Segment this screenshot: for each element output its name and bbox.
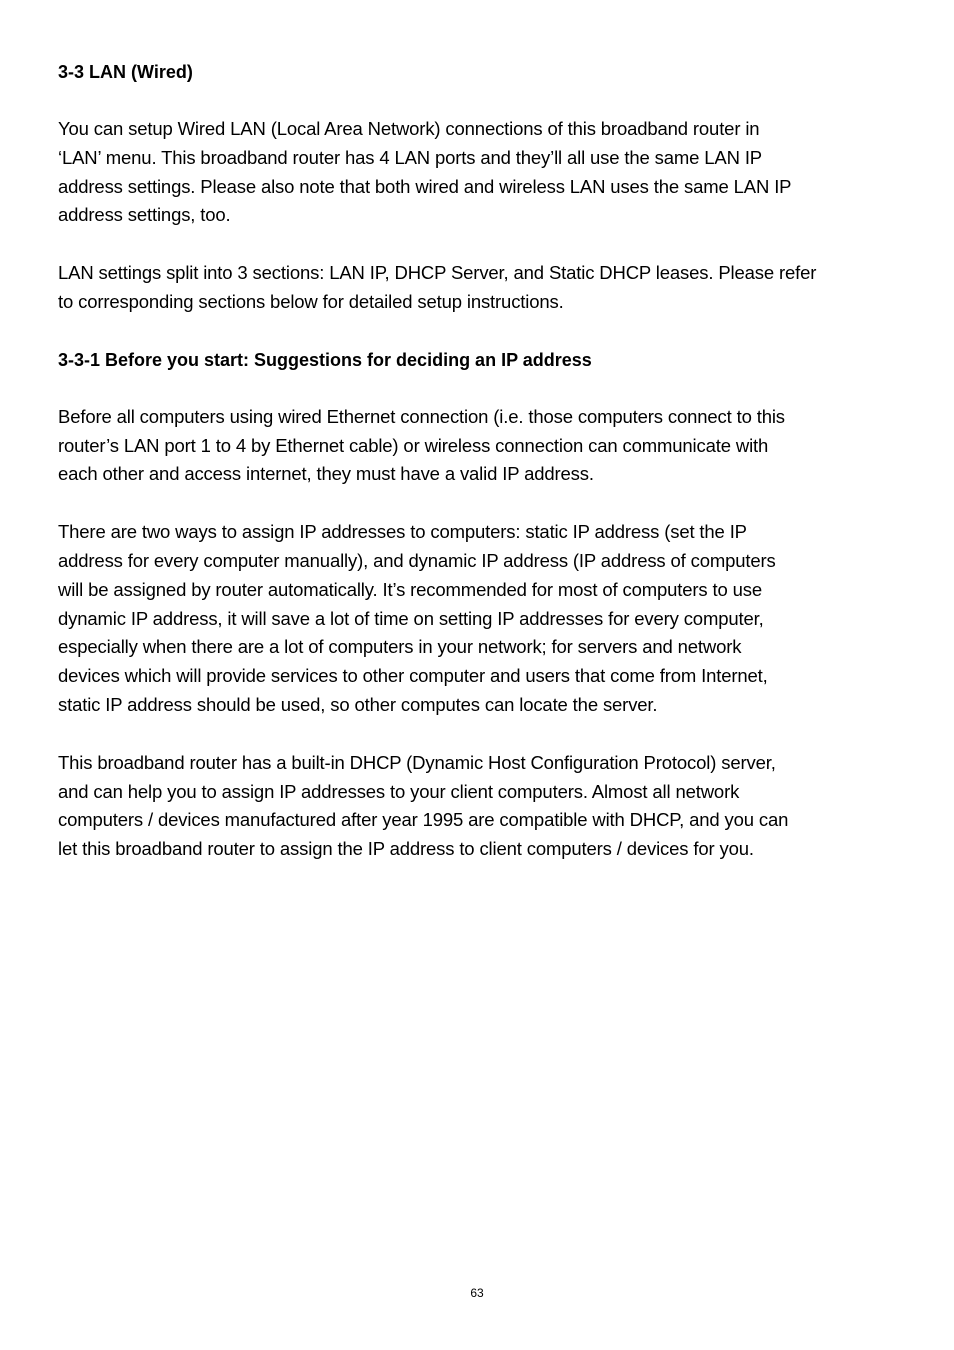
paragraph-line: to corresponding sections below for detailed setup instructions. xyxy=(58,290,564,312)
section-title: 3-3 LAN (Wired) xyxy=(58,62,193,82)
paragraph-line: LAN settings split into 3 sections: LAN IP, DHCP Server, and Static DHCP leases. Please refer xyxy=(58,262,817,284)
ways-paragraph xyxy=(58,518,896,720)
paragraph-line: will be assigned by router automatically. It’s recommended for most of computers to use xyxy=(58,578,762,600)
paragraph-line: and can help you to assign IP addresses to your client computers. Almost all network xyxy=(58,780,740,802)
paragraph-line: router’s LAN port 1 to 4 by Ethernet cable) or wireless connection can communicate with xyxy=(58,434,769,456)
paragraph-line: Before all computers using wired Ethernet connection (i.e. those computers connect to this xyxy=(58,405,785,427)
paragraph-line: This broadband router has a built-in DHCP (Dynamic Host Configuration Protocol) server, xyxy=(58,751,776,773)
paragraph-line: computers / devices manufactured after year 1995 are compatible with DHCP, and you can xyxy=(58,809,789,831)
paragraph-line: You can setup Wired LAN (Local Area Network) connections of this broadband router in xyxy=(58,118,760,139)
paragraph-line: address settings. Please also note that both wired and wireless LAN uses the same LAN IP xyxy=(58,175,792,197)
subsection-title: 3-3-1 Before you start: Suggestions for deciding an IP address xyxy=(58,349,592,370)
paragraph-line: address for every computer manually), and dynamic IP address (IP address of computers xyxy=(58,549,776,571)
sections-paragraph xyxy=(58,259,896,317)
before-paragraph xyxy=(58,403,896,489)
paragraph-line: especially when there are a lot of computers in your network; for servers and network xyxy=(58,636,742,658)
document-page xyxy=(58,58,896,893)
paragraph-line: address settings, too. xyxy=(58,204,231,226)
paragraph-line: dynamic IP address, it will save a lot of time on setting IP addresses for every computer, xyxy=(58,607,764,629)
paragraph-line: let this broadband router to assign the IP address to client computers / devices for you. xyxy=(58,838,754,860)
paragraph-line: ‘LAN’ menu. This broadband router has 4 LAN ports and they’ll all use the same LAN IP xyxy=(58,146,762,168)
paragraph-line: each other and access internet, they must have a valid IP address. xyxy=(58,463,594,485)
intro-paragraph xyxy=(58,115,896,230)
page-number: 63 xyxy=(470,1286,484,1300)
dhcp-paragraph xyxy=(58,749,896,864)
paragraph-line: static IP address should be used, so other computes can locate the server. xyxy=(58,693,658,715)
paragraph-line: There are two ways to assign IP addresses to computers: static IP address (set the IP xyxy=(58,521,747,543)
paragraph-line: devices which will provide services to other computer and users that come from Internet, xyxy=(58,665,768,687)
